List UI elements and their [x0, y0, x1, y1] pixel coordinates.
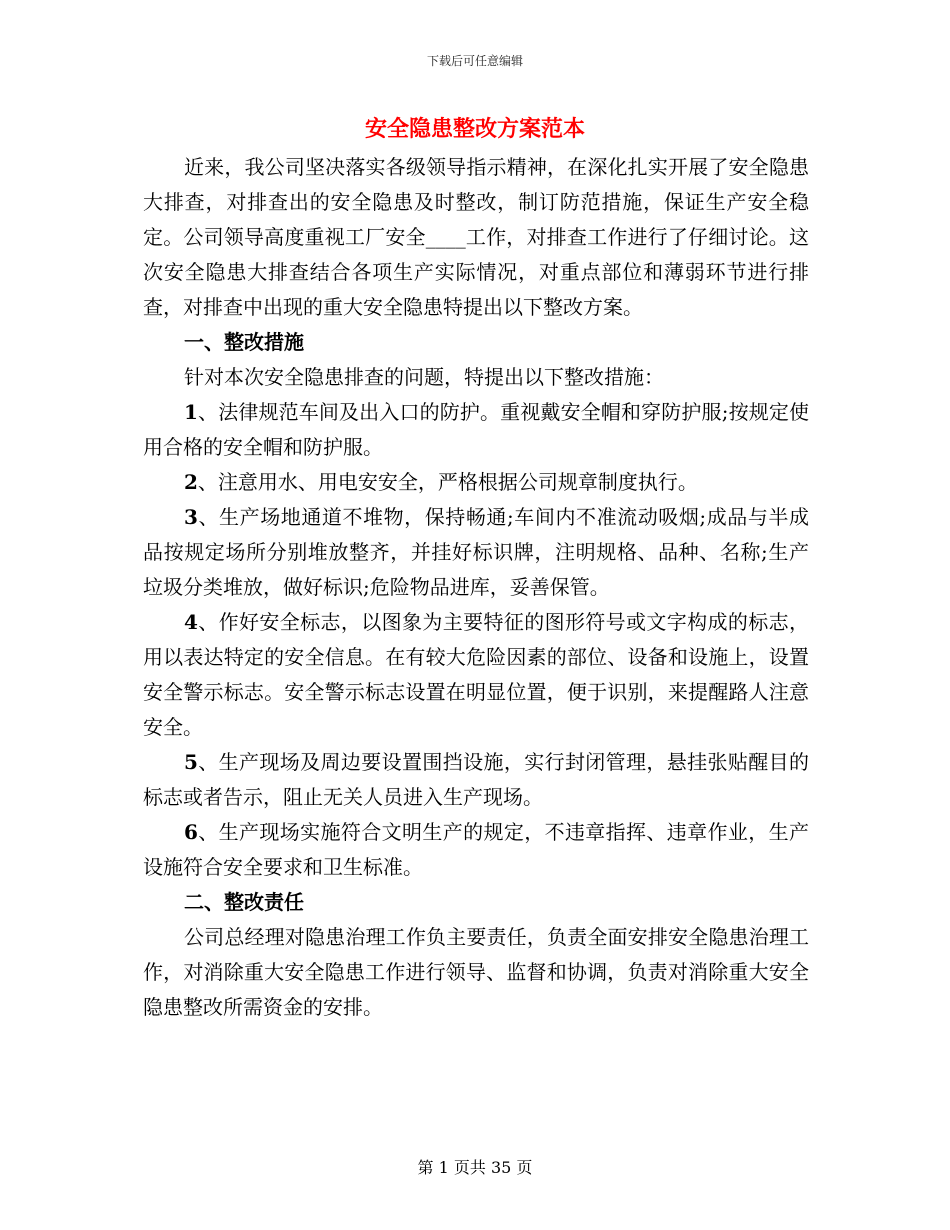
section-heading-responsibility: 二、整改责任 — [184, 890, 304, 914]
measure-item-2-text: 、注意用水、用电安安全，严格根据公司规章制度执行。 — [197, 470, 698, 494]
document-body — [143, 150, 809, 1025]
measure-item-5-number: 5 — [184, 750, 198, 774]
header-note: 下载后可任意编辑 — [426, 54, 523, 68]
measure-item-4-text: 、作好安全标志，以图象为主要特征的图形符号或文字构成的标志，用以表达特定的安全信息。在有较大危险因素的部位、设备和设施上，设置安全警示标志。安全警示标志设置在明显位置，便于识别，来提醒路人注意安全。 — [143, 610, 809, 739]
measure-item-2-number: 2 — [184, 470, 198, 494]
measure-item-1 — [143, 395, 809, 465]
intro-paragraph: 近来，我公司坚决落实各级领导指示精神，在深化扎实开展了安全隐患大排查，对排查出的安全隐患及时整改，制订防范措施，保证生产安全稳定。公司领导高度重视工厂安全____工作，对排查工作进行了仔细讨论。这次安全隐患大排查结合各项生产实际情况，对重点部位和薄弱环节进行排查，对排查中出现的重大安全隐患特提出以下整改方案。 — [143, 155, 809, 319]
measure-item-6-text: 、生产现场实施符合文明生产的规定，不违章指挥、违章作业，生产设施符合安全要求和卫生标准。 — [143, 820, 809, 879]
measure-item-2 — [143, 465, 809, 500]
measure-item-4 — [143, 605, 809, 745]
measure-item-5-text: 、生产现场及周边要设置围挡设施，实行封闭管理，悬挂张贴醒目的标志或者告示，阻止无关人员进入生产现场。 — [143, 750, 809, 809]
measure-item-4-number: 4 — [184, 610, 198, 634]
measure-item-5 — [143, 745, 809, 815]
measure-item-3 — [143, 500, 809, 605]
measures-lead-paragraph: 针对本次安全隐患排查的问题，特提出以下整改措施： — [184, 365, 664, 389]
measure-item-1-text: 、法律规范车间及出入口的防护。重视戴安全帽和穿防护服;按规定使用合格的安全帽和防护服。 — [143, 400, 809, 459]
measure-item-3-number: 3 — [184, 505, 198, 529]
responsibility-paragraph: 公司总经理对隐患治理工作负主要责任，负责全面安排安全隐患治理工作，对消除重大安全隐患工作进行领导、监督和协调，负责对消除重大安全隐患整改所需资金的安排。 — [143, 925, 809, 1019]
measure-item-6 — [143, 815, 809, 885]
page-number-footer: 第 1 页共 35 页 — [417, 1158, 533, 1177]
measure-item-6-number: 6 — [184, 820, 198, 844]
document-title: 安全隐患整改方案范本 — [364, 116, 585, 142]
measure-item-1-number: 1 — [184, 400, 198, 424]
section-heading-measures: 一、整改措施 — [184, 330, 304, 354]
measure-item-3-text: 、生产场地通道不堆物，保持畅通;车间内不准流动吸烟;成品与半成品按规定场所分别堆放整齐，并挂好标识牌，注明规格、品种、名称;生产垃圾分类堆放，做好标识;危险物品进库，妥善保管。 — [143, 505, 809, 599]
